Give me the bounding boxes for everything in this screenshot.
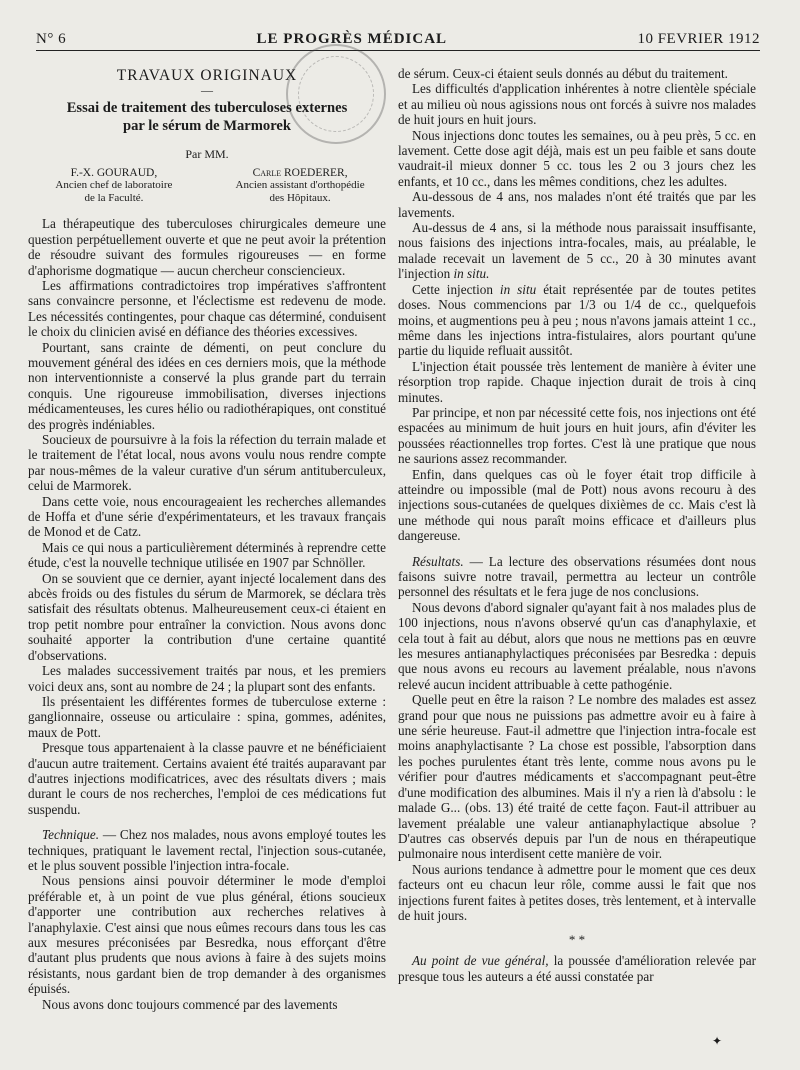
byline: Par MM. bbox=[185, 147, 229, 162]
continuation-mark-icon: ✦ bbox=[712, 1034, 723, 1048]
paragraph-text: Cette injection bbox=[412, 281, 500, 297]
paragraph: Mais ce qui nous a particulièrement déterminés à reprendre cette étude, c'est la nouvelle technique utilisée en 1907 par Schnöller. bbox=[28, 539, 386, 571]
journal-title: LE PROGRÈS MÉDICAL bbox=[256, 31, 448, 47]
paragraph: Soucieux de poursuivre à la fois la réfection du terrain malade et le traitement de l'état local, nous avons voulu nous rendre compte par nous-mêmes de la valeur curative d'un sérum antituberculeux, celui de Marmorek. bbox=[28, 432, 386, 494]
running-header bbox=[36, 26, 760, 51]
author-role: Ancien chef de laboratoire bbox=[55, 179, 173, 192]
paragraph: Nous devons d'abord signaler qu'ayant fait à nos malades plus de 100 injections, nous n'avons observé qu'un cas d'anaphylaxie, et cela tout à fait au début, alors que nous ne mettions pas en œuvre les mesures antianaphylactiques préconisées par Besredka : depuis que nous avons eu recours au lavement préalable, nous n'avons relevé aucun incident attribuable à cette pathogénie. bbox=[398, 599, 756, 692]
issue-date: 10 FEVRIER 1912 bbox=[637, 31, 760, 47]
paragraph bbox=[398, 220, 756, 282]
paragraph bbox=[398, 953, 756, 984]
paragraph-text: Au-dessus de 4 ans, si la méthode nous paraissait insuffisante, nous faisions des injections intra-focales, mais, au préalable, le malade recevait un lavement de 5 cc., 20 à 30 minutes avant l'injection bbox=[398, 220, 756, 282]
author-name: Carle ROEDERER, bbox=[252, 166, 348, 179]
author-role: de la Faculté. bbox=[84, 191, 144, 204]
author-name: F.-X. GOURAUD, bbox=[70, 166, 158, 179]
paragraph: Nous pensions ainsi pouvoir déterminer le mode d'emploi préférable et, à un point de vue plus général, étions soucieux d'apporter une contribution aux recherches relatives à l'anaphylaxie. C'est ainsi que nous eûmes recours dans tous les cas aux mesures préconisées par Besredka, nous efforçant d'être d'autant plus prudents que nous avions à faire à des sujets moins résistants, nous gardant bien de trop demander à des organismes épuisés. bbox=[28, 873, 386, 997]
paragraph: Presque tous appartenaient à la classe pauvre et ne bénéficiaient d'aucun autre traitement. Certains avaient été traités auparavant par d'autres injections modificatrices, avec des résultats divers ; mais durant le cours de nos recherches, l'emploi de ces médications fut suspendu. bbox=[28, 740, 386, 817]
section-title: TRAVAUX ORIGINAUX bbox=[116, 67, 298, 84]
section-dash: — bbox=[201, 83, 213, 98]
paragraph: Au-dessous de 4 ans, nos malades n'ont été traités que par les lavements. bbox=[398, 189, 756, 220]
paragraph-text: — La lecture des observations résumées dont nous faisons suivre notre travail, permettra au lecteur un contrôle personnel des résultats et le fera juge de nos conclusions. bbox=[398, 553, 756, 600]
paragraph bbox=[398, 282, 756, 359]
paragraph: Enfin, dans quelques cas où le foyer était trop difficile à atteindre ou impossible (mal de Pott) nous avons recouru à des injections sous-cutanées de quelques dixièmes de cc. Mais c'est là une méthode qui nous paraît moins efficace et d'ailleurs plus dangereuse. bbox=[398, 466, 756, 544]
paragraph: Dans cette voie, nous encourageaient les recherches allemandes de Hoffa et d'une série d'expérimentateurs, et les travaux français de Monod et de Catz. bbox=[28, 493, 386, 540]
paragraph: de sérum. Ceux-ci étaient seuls donnés au début du traitement. bbox=[398, 66, 728, 81]
author-roederer bbox=[214, 167, 386, 205]
right-column bbox=[398, 66, 756, 984]
section-break-stars: * * bbox=[568, 932, 586, 948]
paragraph: Quelle peut en être la raison ? Le nombre des malades est assez grand pour que nous ne puissions pas admettre avoir eu à faire à une série heureuse. Faut-il admettre que l'injection intra-focale est moins anaphylactisante ? La chose est possible, l'absorption dans les poches purulentes étant très lente, comme nous avons pu le vérifier pour d'autres médicaments et s'accompagnant peut-être d'une modification des albumines. Mais il n'y a rien là d'absolu : le malade G... (obs. 13) été traité de cette façon. Faut-il attribuer au lavement préalable une valeur antianaphylactique absolue ? D'autres cas observés depuis par l'un de nous en thérapeutique pulmonaire nous interdisent cette manière de voir. bbox=[398, 692, 756, 862]
article-title-line1: Essai de traitement des tuberculoses externes bbox=[66, 100, 348, 117]
paragraph: Pourtant, sans crainte de démenti, on peut conclure du mouvement général des idées en ces derniers mois, que la méthode non interventionniste a conservé la plus grande part du terrain conquis. Une rigoureuse immobilisation, diverses injections médicamenteuses, les cures hélio ou radiothérapiques, ont constitué des progrès indéniables. bbox=[28, 339, 386, 432]
paragraph: Les difficultés d'application inhérentes à notre clientèle spéciale et au milieu où nous agissions nous ont forcés à suivre nos malades de huit jours en huit jours. bbox=[398, 81, 756, 128]
author-role: Ancien assistant d'orthopédie bbox=[235, 179, 365, 192]
paragraph-resultats bbox=[398, 554, 756, 600]
run-in-heading: Résultats. bbox=[412, 553, 464, 569]
paragraph: Nous injections donc toutes les semaines, ou à peu près, 5 cc. en lavement. Cette dose agit déjà, mais est un peu faible et sans doute vaudrait-il mieux donner 5 cc. tous les 2 ou 3 jours chez les enfants, et 10 cc., dans les mêmes conditions, chez les adultes. bbox=[398, 127, 756, 189]
paragraph: Les malades successivement traités par nous, et les premiers voici deux ans, sont au nombre de 24 ; la plupart sont des enfants. bbox=[28, 663, 386, 694]
article-title bbox=[28, 99, 386, 135]
paragraph: Les affirmations contradictoires trop impératives s'affrontent sans convaincre personne, et l'éclectisme est redevenu de mode. Les nécessités contingentes, pour chaque cas déterminé, conduisent le choix du clinicien avisé en défiance des théories excessives. bbox=[28, 277, 386, 340]
paragraph: On se souvient que ce dernier, ayant injecté localement dans des abcès froids ou des fistules du sérum de Marmorek, se déclara très satisfait des résultats obtenus. Malheureusement ceux-ci étaient en trop petit nombre pour entraîner la conviction. Nous avons donc souhaité apporter la contribution d'une certaine quantité d'observations. bbox=[28, 570, 386, 663]
paragraph-text: était représentée par de toutes petites doses. Nous commencions par 1/3 ou 1/4 de cc., quelquefois moins, et augmentions peu à peu ; nous n'avons jamais atteint 1 cc., même dans les injections intra-fistulaires, alors pourtant qu'une partie du liquide refluait aussitôt. bbox=[398, 281, 756, 359]
paragraph: Nous aurions tendance à admettre pour le moment que ces deux facteurs ont eu chacun leur rôle, comme aussi le fait que nos injections furent faites à petites doses, très lentement, et à intervalle de huit jours. bbox=[398, 861, 756, 923]
author-gouraud bbox=[28, 167, 200, 205]
run-in-heading: Technique. bbox=[42, 827, 100, 843]
paragraph-technique bbox=[28, 827, 386, 873]
italic-term: in situ. bbox=[453, 266, 490, 282]
paragraph-text: la poussée d'amélioration relevée par presque tous les auteurs a été aussi constatée par bbox=[398, 953, 756, 984]
paragraph: Nous avons donc toujours commencé par des lavements bbox=[42, 996, 338, 1012]
left-column bbox=[28, 64, 386, 1012]
issue-number: N° 6 bbox=[36, 31, 67, 47]
article-title-line2: par le sérum de Marmorek bbox=[122, 118, 292, 135]
paragraph: Ils présentaient les différentes formes de tuberculose externe : ganglionnaire, osseuse ou articulaire : spina, gommes, adénites, maux de Pott. bbox=[28, 693, 386, 740]
paragraph: Par principe, et non par nécessité cette fois, nos injections ont été espacées au minimum de huit jours en huit jours, afin d'éviter les poussées réactionnelles trop fortes. C'est là une pratique que nous ne saurions assez recommander. bbox=[398, 404, 756, 467]
author-role: des Hôpitaux. bbox=[269, 191, 331, 204]
authors bbox=[28, 167, 386, 205]
paragraph-text: — Chez nos malades, nous avons employé toutes les techniques, pratiquant le lavement rectal, l'injection sous-cutanée, et le plus souvent possible l'injection intra-focale. bbox=[28, 827, 386, 873]
italic-term: in situ bbox=[499, 281, 537, 297]
run-in-heading: Au point de vue général, bbox=[412, 953, 549, 969]
paragraph: La thérapeutique des tuberculoses chirurgicales demeure une question perpétuellement ouverte et que ne peut avoir la prétention de résoudre suivant des formules rigoureuses — en forme d'aphorisme dogmatique — aucun chercheur consciencieux. bbox=[28, 216, 386, 278]
paragraph: L'injection était poussée très lentement de manière à éviter une résorption trop rapide. Chaque injection durait de trois à cinq minutes. bbox=[398, 358, 756, 405]
